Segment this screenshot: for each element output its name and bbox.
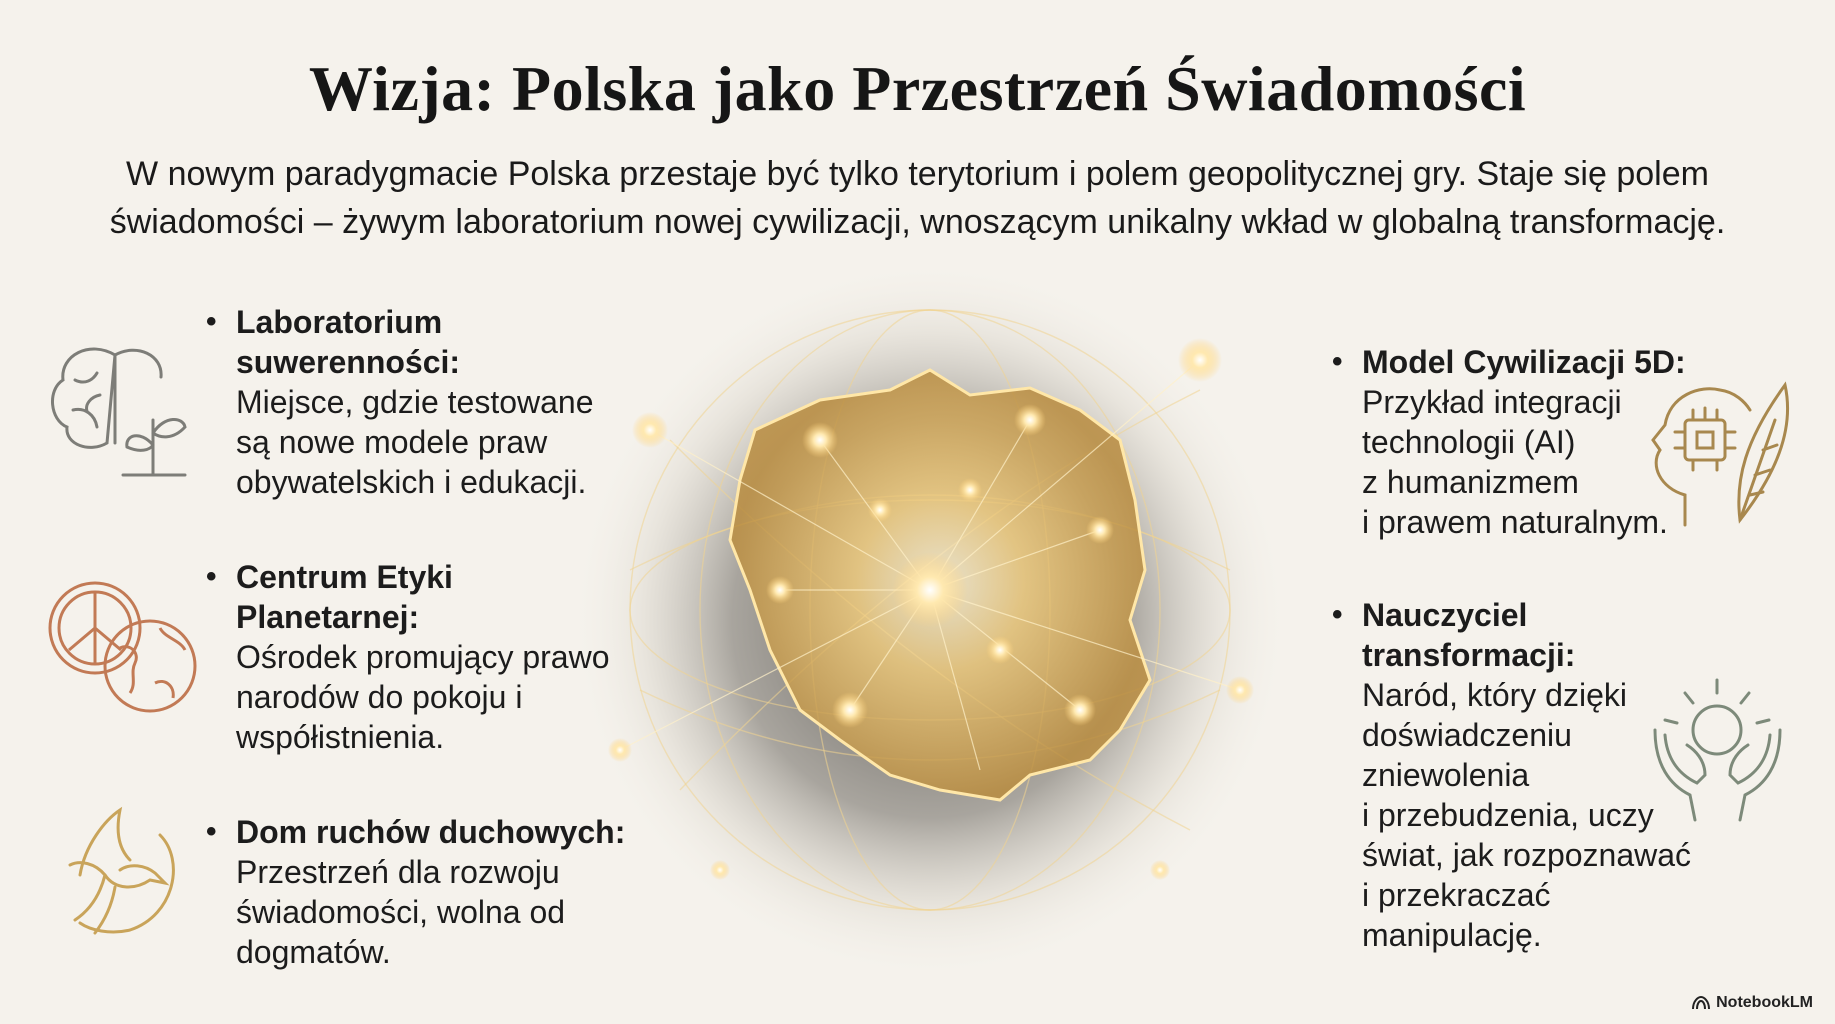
bullet-dot: • [1332, 598, 1343, 631]
ai-head-leaf-icon [1645, 380, 1790, 530]
dove-icon [60, 805, 185, 940]
poland-globe-illustration [560, 270, 1300, 990]
bullet-dot: • [1332, 345, 1343, 378]
bullet-heading: Model Cywilizacji 5D: [1362, 344, 1686, 380]
bullet-dom-ruchow [206, 812, 656, 972]
brain-plant-icon [45, 335, 195, 480]
bullet-text: Miejsce, gdzie testowane są nowe modele praw obywatelskich i edukacji. [236, 384, 594, 500]
intro-line-2: świadomości – żywym laboratorium nowej cywilizacji, wnoszącym unikalny wkład w globalną transformację. [109, 203, 1726, 241]
bullet-centrum-etyki [206, 557, 616, 757]
bullet-text: Naród, który dzięki doświadczeniu zniewolenia i przebudzenia, uczy świat, jak rozpoznawać i przekraczać manipulację. [1362, 677, 1692, 953]
bullet-text: Ośrodek promujący prawo narodów do pokoju i współistnienia. [236, 639, 610, 755]
intro-line-1: W nowym paradygmacie Polska przestaje być tylko terytorium i polem geopolitycznej gry. Staje się polem [126, 155, 1709, 193]
bullet-text: Przestrzeń dla rozwoju świadomości, wolna od dogmatów. [236, 854, 566, 970]
bullet-dot: • [206, 560, 217, 593]
notebooklm-brand [1692, 994, 1813, 1012]
bullet-heading: Nauczyciel transformacji: [1362, 597, 1576, 673]
bullet-laboratorium [206, 302, 616, 502]
intro-text [70, 150, 1765, 246]
bullet-text: Przykład integracji technologii (AI) z humanizmem i prawem naturalnym. [1362, 384, 1668, 540]
bullet-heading: Laboratorium suwerenności: [236, 304, 461, 380]
bullet-heading: Centrum Etyki Planetarnej: [236, 559, 453, 635]
bullet-dot: • [206, 305, 217, 338]
bullet-heading: Dom ruchów duchowych: [236, 814, 626, 850]
bullet-dot: • [206, 815, 217, 848]
notebooklm-logo-icon [1692, 996, 1710, 1010]
page-title: Wizja: Polska jako Przestrzeń Świadomości [308, 53, 1527, 124]
brand-label: NotebookLM [1716, 994, 1813, 1011]
peace-globe-icon [45, 578, 200, 718]
hands-light-icon [1645, 675, 1790, 825]
